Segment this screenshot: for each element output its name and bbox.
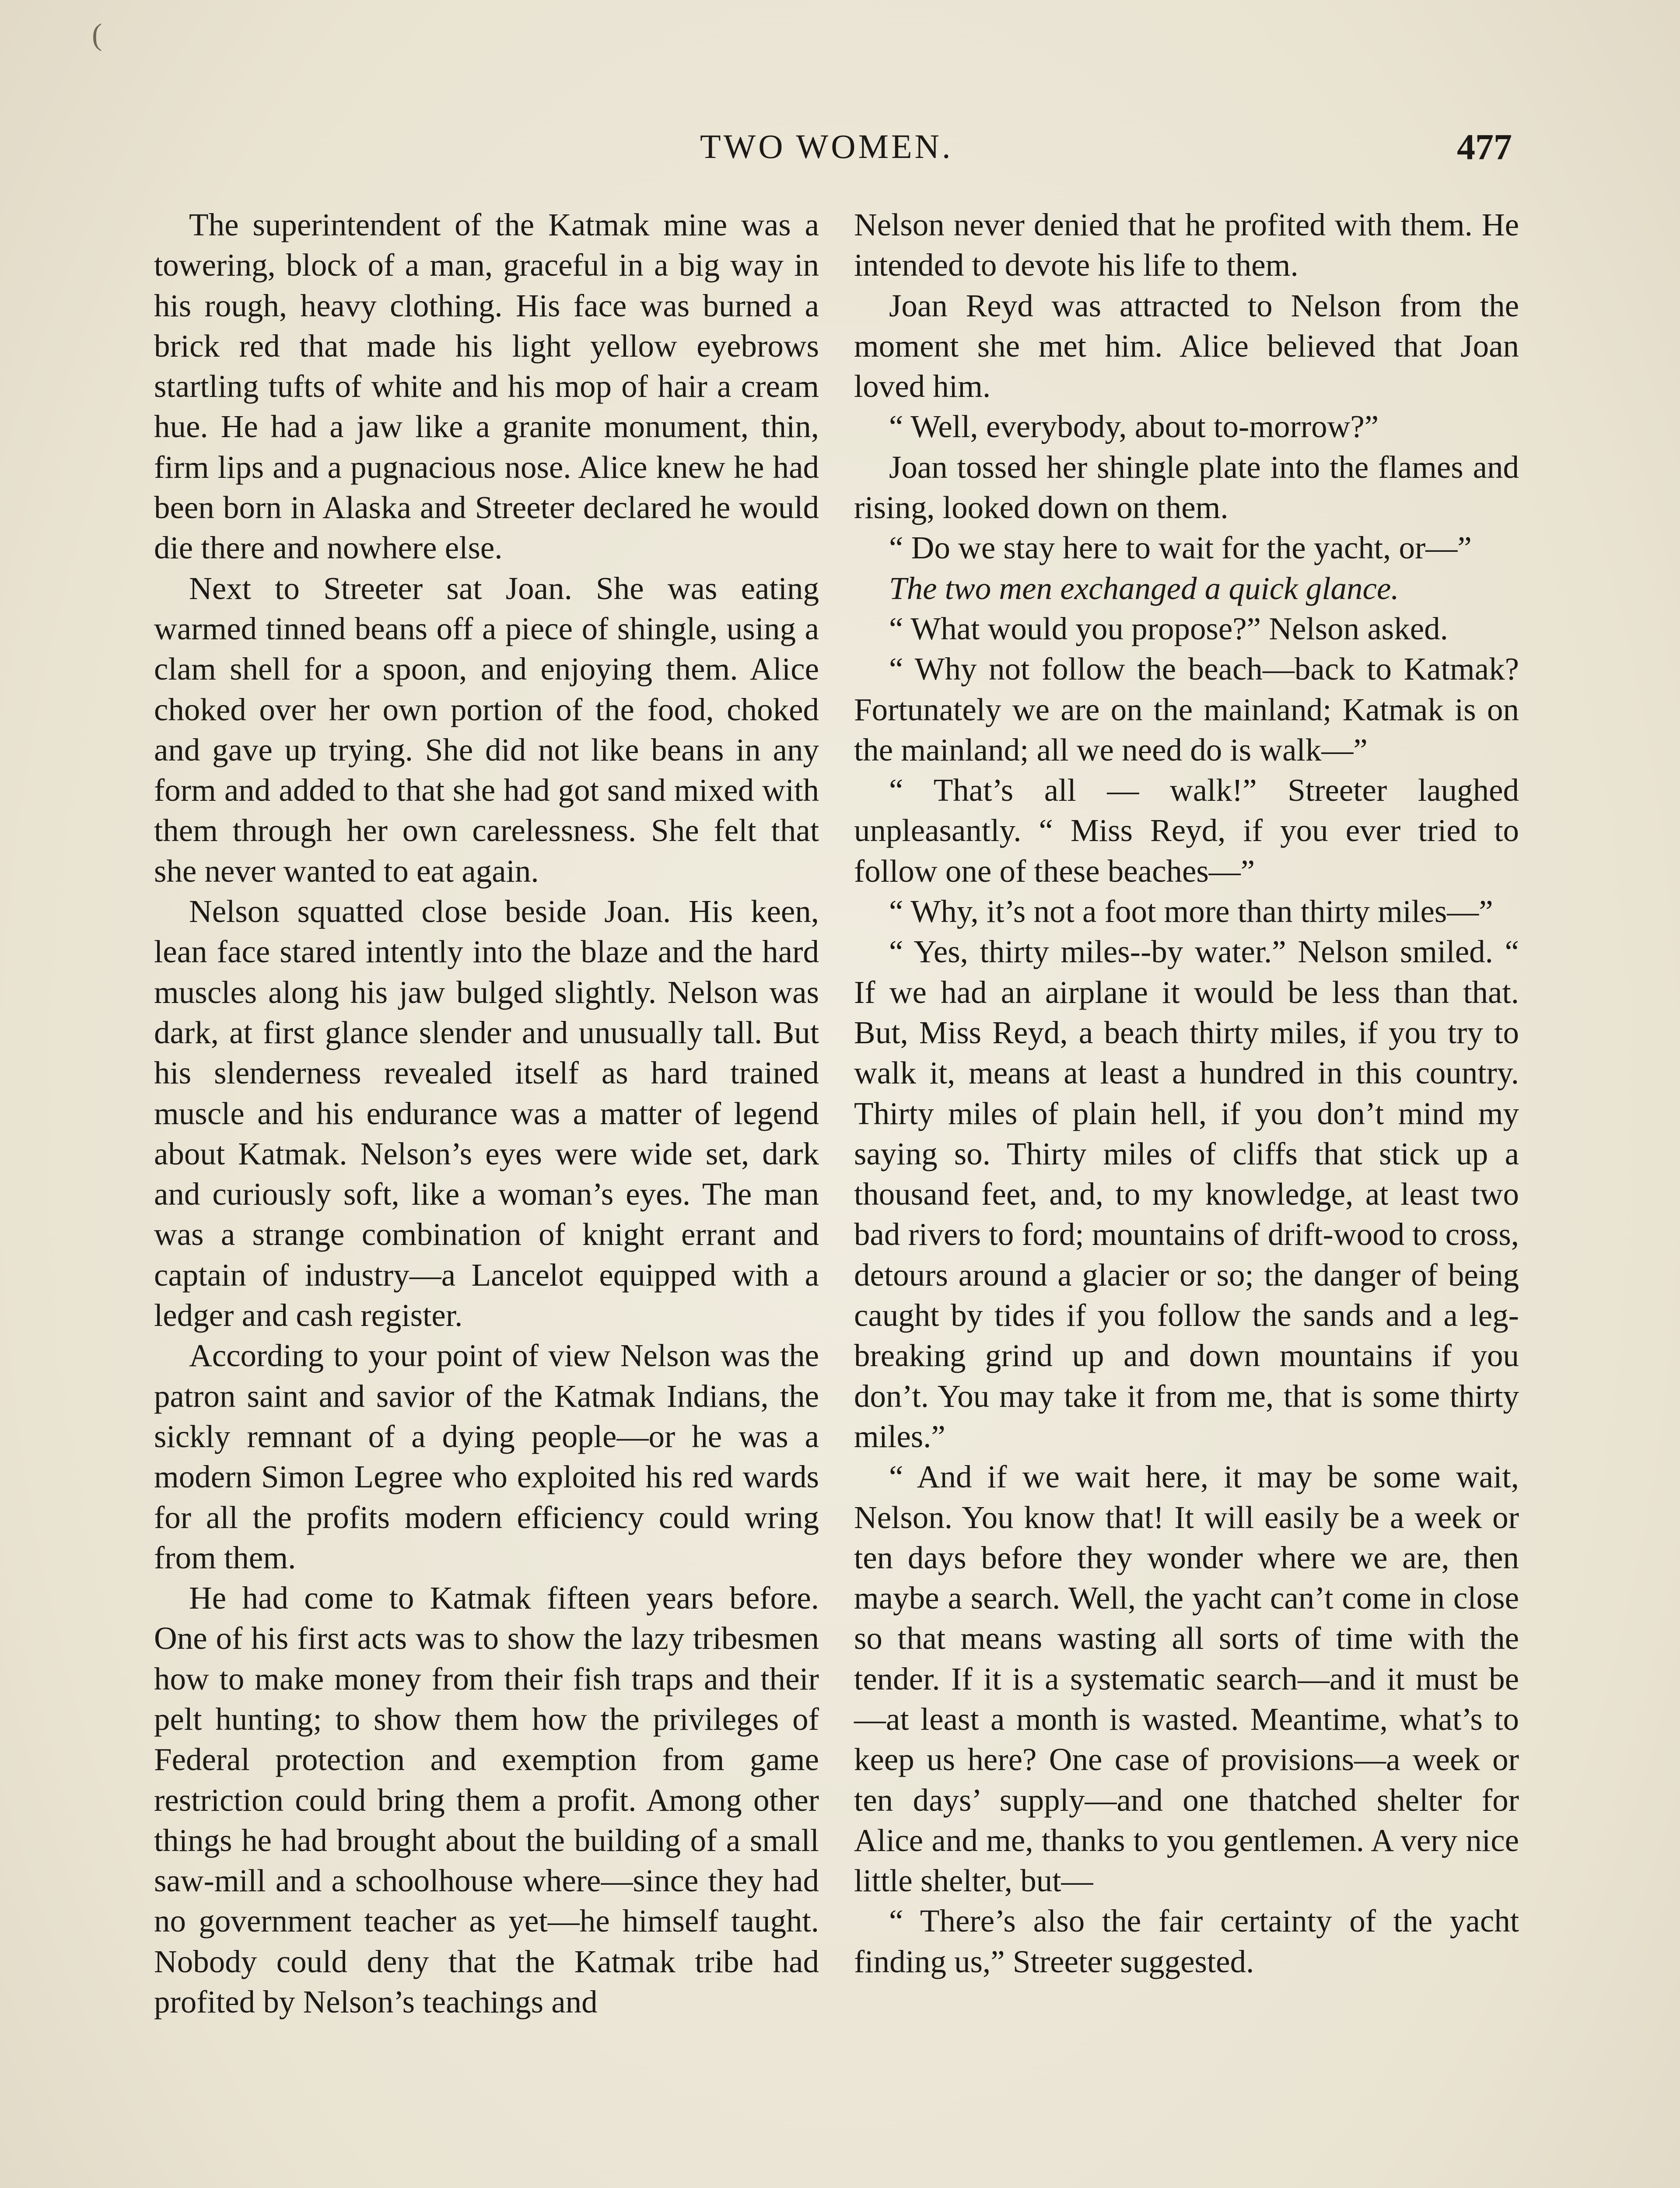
- paragraph: “ Do we stay here to wait for the yacht, or—”: [889, 530, 1472, 566]
- paragraph: Nelson squatted close beside Joan. His keen, lean face stared intently into the blaze and the hard muscles along his jaw bulged slightly. Nelson was dark, at first glance slender and unusually tall. But his slenderness revealed itself as hard trained muscle and his endurance was a matter of legend about Katmak. Nelson’s eyes were wide set, dark and curiously soft, like a woman’s eyes. The man was a strange combination of knight errant and captain of industry—a Lancelot equipped with a ledger and cash register.: [154, 894, 819, 1333]
- paragraph: “ There’s also the fair certainty of the yacht finding us,” Streeter suggested.: [854, 1903, 1519, 1979]
- paragraph: The superintendent of the Katmak mine was a towering, block of a man, graceful in a big way in his rough, heavy clothing. His face was burned a brick red that made his light yellow eyebrows startling tufts of white and his mop of hair a cream hue. He had a jaw like a granite monument, thin, firm lips and a pugnacious nose. Alice knew he had been born in Alaska and Streeter declared he would die there and nowhere else.: [154, 207, 819, 566]
- paragraph: “ That’s all — walk!” Streeter laughed unpleasantly. “ Miss Reyd, if you ever tried to follow one of these beaches—”: [854, 772, 1519, 889]
- paragraph: “ Why, it’s not a foot more than thirty miles—”: [889, 894, 1493, 929]
- paragraph: “ Why not follow the beach—back to Katmak? Fortunately we are on the mainland; Katmak is on the mainland; all we need do is walk—”: [854, 651, 1519, 768]
- paragraph: “ And if we wait here, it may be some wait, Nelson. You know that! It will easily be a week or ten days before they wonder where we are, then maybe a search. Well, the yacht can’t come in close so that means wasting all sorts of time with the tender. If it is a systematic search—and it must be—at least a month is wasted. Meantime, what’s to keep us here? One case of provisions—a week or ten days’ supply—and one thatched shelter for Alice and me, thanks to you gentlemen. A very nice little shelter, but—: [854, 1459, 1519, 1899]
- paragraph: Joan Reyd was attracted to Nelson from the moment she met him. Alice believed that Joan loved him.: [854, 288, 1519, 404]
- paragraph: Next to Streeter sat Joan. She was eating warmed tinned beans off a piece of shingle, using a clam shell for a spoon, and enjoying them. Alice choked over her own portion of the food, choked and gave up trying. She did not like beans in any form and added to that she had got sand mixed with them through her own carelessness. She felt that she never wanted to eat again.: [154, 570, 819, 889]
- margin-mark: (: [92, 18, 102, 52]
- paragraph: “ Yes, thirty miles--by water.” Nelson smiled. “ If we had an airplane it would be less than that. But, Miss Reyd, a beach thirty miles, if you try to walk it, means at least a hundred in this country. Thirty miles of plain hell, if you don’t mind my saying so. Thirty miles of cliffs that stick up a thousand feet, and, to my knowledge, at least two bad rivers to ford; mountains of drift-wood to cross, detours around a glacier or so; the danger of being caught by tides if you follow the sands and a leg-breaking grind up and down mountains if you don’t. You may take it from me, that is some thirty miles.”: [854, 934, 1519, 1454]
- paragraph: “ What would you propose?” Nelson asked.: [889, 610, 1448, 646]
- running-title: TWO WOMEN.: [700, 127, 953, 165]
- paragraph-italic: The two men exchanged a quick glance.: [889, 570, 1399, 606]
- right-column: [854, 205, 1519, 1982]
- paragraph: He had come to Katmak fifteen years before. One of his first acts was to show the lazy tribesmen how to make money from their fish traps and their pelt hunting; to show them how the privileges of Federal protection and exemption from game restriction could bring them a profit. Among other things he had brought about the building of a small saw-mill and a schoolhouse where—since they had no government teacher as yet—he himself taught. Nobody could deny that the Katmak tribe had profited by Nelson’s teachings and: [154, 1580, 819, 2020]
- paragraph: Joan tossed her shingle plate into the flames and rising, looked down on them.: [854, 449, 1519, 526]
- page-number: 477: [1457, 127, 1512, 168]
- running-header: [0, 127, 1680, 179]
- left-column: [154, 205, 819, 2022]
- paragraph-continued: Nelson never denied that he profited with them. He intended to devote his life to them.: [854, 207, 1519, 283]
- paragraph: “ Well, everybody, about to-morrow?”: [889, 409, 1379, 445]
- paragraph: According to your point of view Nelson was the patron saint and savior of the Katmak Indians, the sickly remnant of a dying people—or he was a modern Simon Legree who exploited his red wards for all the profits modern efficiency could wring from them.: [154, 1338, 819, 1575]
